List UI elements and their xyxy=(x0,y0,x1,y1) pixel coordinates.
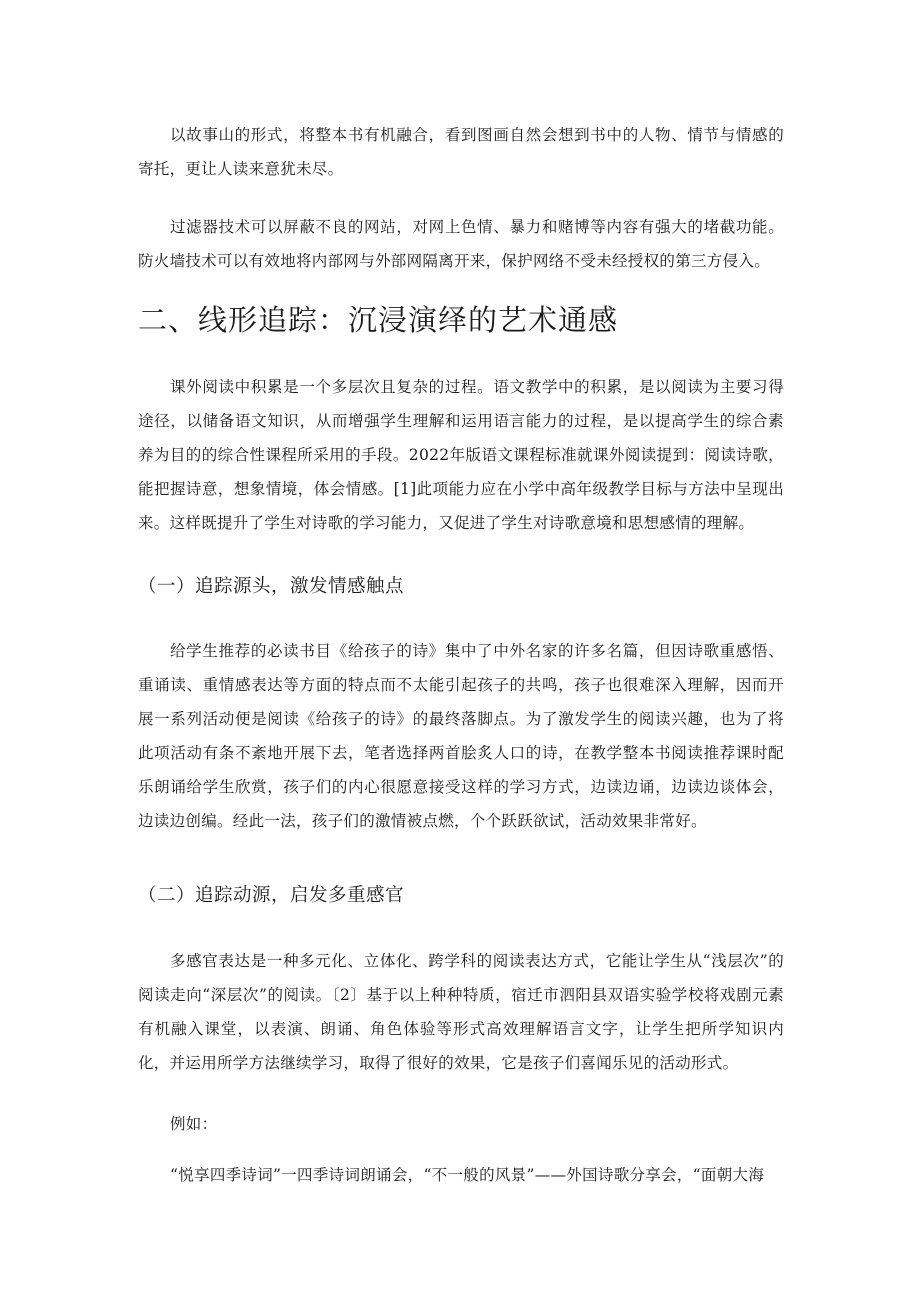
paragraph-activity-list: “悦享四季诗词”一四季诗词朗诵会，“不一般的风景”——外国诗歌分享会，“面朝大海 xyxy=(170,1166,765,1184)
paragraph-multisensory-expression: 多感官表达是一种多元化、立体化、跨学科的阅读表达方式，它能让学生从“浅层次”的阅读走向“深层次”的阅读。〔2〕基于以上种种特质，宿迁市泗阳县双语实验学校将戏剧元素有机融入课堂，以表演、朗诵、角色体验等形式高效理解语言文字，让学生把所学知识内化，并运用所学方法继续学习，取得了很好的效果，它是孩子们喜闻乐见的活动形式。 xyxy=(138,952,784,1072)
section-heading-two: 二、线形追踪：沉浸演绎的艺术通感 xyxy=(138,303,619,337)
paragraph-extracurricular-reading: 课外阅读中积累是一个多层次且复杂的过程。语文教学中的积累，是以阅读为主要习得途径，以储备语文知识，从而增强学生理解和运用语言能力的过程，是以提高学生的综合素养为目的的综合性课程所采用的手段。2022年版语文课程标准就课外阅读提到：阅读诗歌，能把握诗意，想象情境，体会情感。[1]此项能力应在小学中高年级教学目标与方法中呈现出来。这样既提升了学生对诗歌的学习能力，又促进了学生对诗歌意境和思想感情的理解。 xyxy=(138,378,784,532)
subsection-heading-two: （二）追踪动源，启发多重感官 xyxy=(138,885,405,906)
paragraph-story-mountain: 以故事山的形式，将整本书有机融合，看到图画自然会想到书中的人物、情节与情感的寄托，更让人读来意犹未尽。 xyxy=(138,126,784,178)
paragraph-poems-for-children: 给学生推荐的必读书目《给孩子的诗》集中了中外名家的许多名篇，但因诗歌重感悟、重诵读、重情感表达等方面的特点而不太能引起孩子的共鸣，孩子也很难深入理解，因而开展一系列活动便是阅读《给孩子的诗》的最终落脚点。为了激发学生的阅读兴趣，也为了将此项活动有条不紊地开展下去，笔者选择两首脍炙人口的诗，在教学整本书阅读推荐课时配乐朗诵给学生欣赏，孩子们的内心很愿意接受这样的学习方式，边读边诵，边读边谈体会，边读边创编。经此一法，孩子们的激情被点燃，个个跃跃欲试，活动效果非常好。 xyxy=(138,642,784,830)
paragraph-filter-technology: 过滤器技术可以屏蔽不良的网站，对网上色情、暴力和赌博等内容有强大的堵截功能。防火墙技术可以有效地将内部网与外部网隔离开来，保护网络不受未经授权的第三方侵入。 xyxy=(138,218,784,270)
paragraph-for-example: 例如： xyxy=(170,1115,218,1133)
subsection-heading-one: （一）追踪源头，激发情感触点 xyxy=(138,576,405,597)
